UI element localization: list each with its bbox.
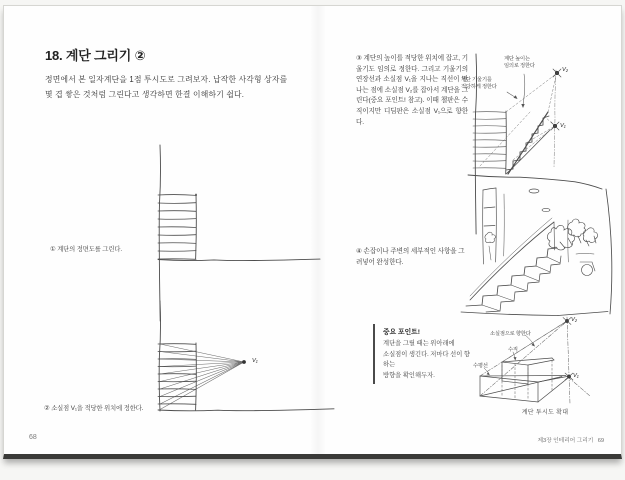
fig3-height-label-line2: 임의로 정한다 (504, 62, 535, 69)
step3-paragraph: ③ 계단의 높이를 적당한 위치에 잡고, 기울기도 임의로 정한다. 그리고 기울기의 연장선과 소실점 V₁을 지나는 직선이 만나는 점에 소실점 V₂를 잡아서 계단을 그린다(중요 포인트! 참고). 이때 챌판은 수직이지만 디딤판은 소실점 V₁으로 향한다. (356, 55, 468, 126)
fig5-horizontal-label: 수평선 (473, 363, 488, 369)
fig5-v1-label: V₁ (573, 373, 579, 379)
finished-staircase-illustration (456, 184, 618, 319)
fig3-v2-label: V₂ (562, 67, 569, 73)
left-page-number: 68 (29, 434, 37, 441)
stairs-vanishing-point-sketch (149, 298, 284, 420)
fig3-v1-label: V₁ (560, 123, 566, 129)
page-gutter (310, 6, 326, 454)
fig3-slope-label-line2: 적당하게 정한다 (461, 83, 497, 90)
fig3-slope-label-line1: 계단 기울기를 (461, 77, 492, 83)
fig3-height-label-line1: 계단 높이는 (504, 56, 530, 62)
right-footer (474, 435, 604, 444)
step2-caption: ② 소실점 V₁을 적당한 위치에 정한다. (44, 405, 144, 412)
fig2-vanishing-point-label: V₁ (252, 358, 258, 364)
right-page-number: 69 (597, 438, 604, 444)
important-point-line1: 계단을 그릴 때는 위아래에 (383, 340, 455, 347)
important-point-box (373, 324, 475, 384)
fig5-caption: 계단 투시도 확대 (521, 410, 569, 416)
intro-line-1: 정면에서 본 일자계단을 1점 투시도로 그려보자. 납작한 사각형 상자를 (45, 75, 288, 84)
intro-line-2: 몇 겹 쌓은 것처럼 그린다고 생각하면 한결 이해하기 쉽다. (45, 90, 245, 99)
intro-paragraph (45, 72, 310, 102)
fig5-v2-label: V₂ (571, 317, 578, 323)
important-point-line2: 소실점이 생긴다. 저마다 선이 향하는 (383, 350, 470, 368)
fig3-height-label (504, 56, 550, 69)
fig5-to-vp-label: 소실점으로 향한다 (490, 331, 531, 337)
step4-paragraph: ④ 손잡이나 주변의 세부적인 사항을 그려넣어 완성한다. (356, 248, 465, 266)
fig5-vertical-label: 수직 (508, 347, 518, 353)
section-title: 18. 계단 그리기 ② (45, 48, 146, 63)
important-point-title: 중요 포인트! (383, 329, 420, 336)
important-point-line3: 방향을 확인해두자. (383, 371, 435, 379)
fig3-slope-label (461, 77, 509, 90)
stairs-front-view-sketch (149, 143, 274, 271)
footer-chapter-title: 제3장 인테리어 그리기 (537, 438, 594, 444)
step1-caption: ① 계단의 정면도를 그린다. (50, 246, 122, 253)
book-spread (3, 5, 622, 459)
step-perspective-diagram (472, 312, 618, 412)
